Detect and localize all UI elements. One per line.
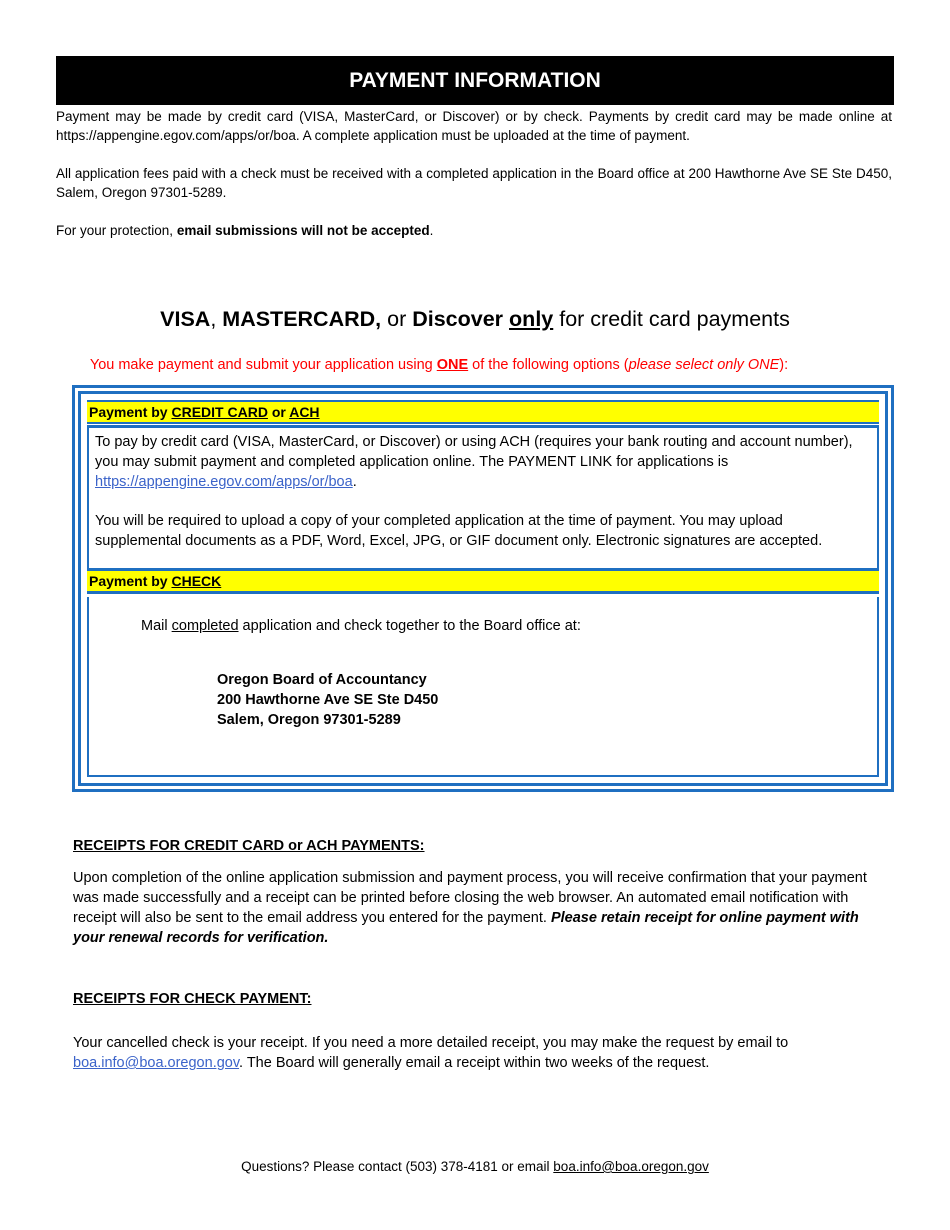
payment-options-inner (78, 391, 888, 786)
protection-text: For your protection, (56, 223, 177, 238)
mail-prefix: Mail (141, 618, 172, 634)
credit-card-section-body (87, 425, 879, 568)
protection-end: . (429, 223, 434, 238)
check-header-prefix: Payment by (89, 573, 172, 589)
board-address (217, 670, 438, 730)
footer-text: Questions? Please contact (503) 378-4181 or email (241, 1159, 554, 1174)
intro-paragraph-3 (56, 221, 892, 240)
receipts-cc-note: Please retain receipt for online payment with your renewal records for verification. (73, 910, 859, 946)
credit-header-ach: ACH (289, 404, 320, 420)
payment-instruction (0, 354, 876, 376)
receipts-check-end: . The Board will generally email a receipt within two weeks of the request. (239, 1055, 710, 1071)
receipts-check-heading: RECEIPTS FOR CHECK PAYMENT: (73, 991, 312, 1007)
footer-contact (0, 1159, 950, 1174)
instruction-italic: please select only ONE (628, 357, 780, 373)
page-title: PAYMENT INFORMATION (349, 68, 601, 92)
mail-completed: completed (171, 618, 239, 634)
address-line-2: 200 Hawthorne Ave SE Ste D450 (217, 692, 439, 708)
only-label: only (509, 307, 554, 331)
credit-card-section-header (87, 400, 879, 424)
headline-rest: for credit card payments (553, 307, 790, 331)
instruction-suffix: ): (779, 357, 789, 373)
credit-paragraph-2: You will be required to upload a copy of your completed application at the time of payment. You may upload supplemental documents as a PDF, Word, Excel, JPG, or GIF document only. Electronic signatures are accepted. (95, 513, 823, 549)
email-warning: email submissions will not be accepted (176, 223, 430, 238)
credit-paragraph-1 (89, 428, 877, 492)
visa-label: VISA (160, 307, 211, 331)
footer-email-link[interactable]: boa.info@boa.oregon.gov (553, 1159, 709, 1174)
credit-paragraph-1-end: . (352, 474, 357, 490)
intro-paragraph-1: Payment may be made by credit card (VISA, MasterCard, or Discover) or by check. Payments by credit card may be made online at https://appengine.egov.com/apps/or/boa. A complete application must be uploaded at the time of payment. (56, 109, 892, 143)
address-line-3: Salem, Oregon 97301-5289 (217, 712, 401, 728)
card-types-headline (0, 303, 950, 335)
credit-header-prefix: Payment by (89, 404, 172, 420)
discover-label: Discover (412, 307, 504, 331)
check-header-check: CHECK (171, 573, 222, 589)
mail-suffix: application and check together to the Board office at: (238, 618, 581, 634)
receipts-cc-body: Upon completion of the online application submission and payment process, you will receive confirmation that your payment was made successfully and a receipt can be printed before closing the web browser. An automated email notification with receipt will also be sent to the email address you entered for the payment. (73, 870, 867, 926)
receipts-check-text (73, 1033, 873, 1073)
check-section-body (87, 597, 879, 777)
receipts-check-body: Your cancelled check is your receipt. If you need a more detailed receipt, you may make the request by email to (73, 1035, 789, 1051)
receipts-cc-text (73, 868, 873, 948)
page-title-banner (56, 56, 894, 105)
instruction-prefix: You make payment and submit your application using (89, 357, 437, 373)
address-line-1: Oregon Board of Accountancy (217, 672, 427, 688)
headline-comma: , (210, 307, 223, 331)
credit-header-credit: CREDIT CARD (171, 404, 268, 420)
receipts-cc-heading: RECEIPTS FOR CREDIT CARD or ACH PAYMENTS: (73, 838, 425, 854)
instruction-middle: of the following options ( (468, 357, 629, 373)
intro-paragraph-2: All application fees paid with a check must be received with a completed application in the Board office at 200 Hawthorne Ave SE Ste D450, Salem, Oregon 97301-5289. (56, 166, 892, 200)
mastercard-label: MASTERCARD, (222, 307, 382, 331)
check-section-header (87, 568, 879, 594)
payment-options-box (72, 385, 894, 792)
mail-instruction (141, 616, 581, 636)
payment-link[interactable]: https://appengine.egov.com/apps/or/boa (95, 474, 353, 490)
receipts-email-link[interactable]: boa.info@boa.oregon.gov (73, 1055, 240, 1071)
headline-or: or (381, 307, 413, 331)
instruction-one: ONE (436, 357, 469, 373)
credit-header-or: or (267, 404, 290, 420)
credit-paragraph-1-text: To pay by credit card (VISA, MasterCard, or Discover) or using ACH (requires your bank routing and account number), you may submit payment and completed application online. The PAYMENT LINK for applications is (95, 434, 853, 470)
